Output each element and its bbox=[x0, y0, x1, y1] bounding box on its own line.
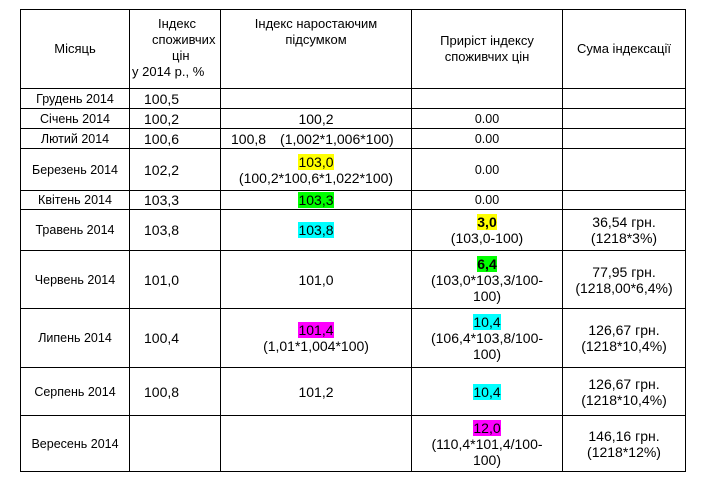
growth-formula-line2: 100) bbox=[472, 287, 502, 304]
header-cpi: Індекс споживчих цін у 2014 р., % bbox=[130, 10, 221, 89]
cell-growth bbox=[412, 89, 563, 109]
table-row bbox=[21, 129, 686, 149]
growth-value-highlight: 10,4 bbox=[473, 314, 501, 330]
sum-formula: (1218*12%) bbox=[587, 443, 661, 460]
growth-formula-line1: (103,0*103,3/100- bbox=[430, 271, 544, 288]
header-cpi-growth: Приріст індексу споживчих цін bbox=[412, 10, 563, 89]
cell-cumulative bbox=[221, 309, 412, 368]
cell-growth bbox=[412, 368, 563, 416]
indexation-table-container bbox=[20, 9, 686, 472]
cell-cumulative bbox=[221, 416, 412, 472]
growth-value-highlight: 3,0 bbox=[477, 214, 497, 230]
cell-cpi: 100,2 bbox=[130, 109, 221, 129]
sum-formula: (1218*3%) bbox=[590, 230, 658, 246]
growth-formula-line2: 100) bbox=[472, 346, 502, 362]
growth-value-highlight: 12,0 bbox=[473, 419, 501, 436]
growth-formula-line2: 100) bbox=[472, 451, 502, 468]
cell-cumulative bbox=[221, 129, 412, 149]
table-row bbox=[21, 251, 686, 309]
cumulative-value-highlight: 103,3 bbox=[298, 192, 334, 208]
indexation-table bbox=[20, 9, 686, 472]
cell-cpi: 100,6 bbox=[130, 129, 221, 149]
cell-sum bbox=[563, 309, 686, 368]
cell-growth: 0.00 bbox=[412, 149, 563, 191]
cell-sum bbox=[563, 129, 686, 149]
header-cumulative-index: Індекс наростаючим підсумком bbox=[221, 10, 412, 89]
table-row bbox=[21, 416, 686, 472]
cell-sum bbox=[563, 368, 686, 416]
cell-growth: 0.00 bbox=[412, 129, 563, 149]
cell-month: Січень 2014 bbox=[21, 109, 130, 129]
cell-cpi: 103,8 bbox=[130, 210, 221, 251]
cell-month: Травень 2014 bbox=[21, 210, 130, 251]
growth-formula: (103,0-100) bbox=[450, 230, 524, 246]
cell-cpi: 100,4 bbox=[130, 309, 221, 368]
cell-cumulative: 101,0 bbox=[221, 251, 412, 309]
sum-formula: (1218*10,4%) bbox=[581, 338, 667, 354]
cell-month: Грудень 2014 bbox=[21, 89, 130, 109]
sum-value: 126,67 грн. bbox=[588, 375, 660, 392]
table-row bbox=[21, 89, 686, 109]
table-row bbox=[21, 149, 686, 191]
table-row bbox=[21, 109, 686, 129]
cell-sum bbox=[563, 191, 686, 210]
cell-month: Липень 2014 bbox=[21, 309, 130, 368]
header-indexation-sum: Сума індексації bbox=[563, 10, 686, 89]
sum-formula: (1218*10,4%) bbox=[581, 391, 667, 408]
cell-cumulative bbox=[221, 89, 412, 109]
cell-sum bbox=[563, 251, 686, 309]
growth-value-highlight: 6,4 bbox=[477, 255, 497, 272]
cell-cpi bbox=[130, 416, 221, 472]
sum-value: 126,67 грн. bbox=[588, 322, 660, 338]
cell-sum bbox=[563, 149, 686, 191]
cell-cumulative: 100,2 bbox=[221, 109, 412, 129]
cumulative-value: 100,8 bbox=[231, 130, 267, 147]
sum-value: 77,95 грн. bbox=[592, 263, 656, 280]
cumulative-formula: (1,01*1,004*100) bbox=[263, 338, 369, 354]
cell-growth: 0.00 bbox=[412, 109, 563, 129]
cell-cpi: 101,0 bbox=[130, 251, 221, 309]
cumulative-formula: (100,2*100,6*1,022*100) bbox=[238, 169, 394, 186]
cell-cpi: 100,8 bbox=[130, 368, 221, 416]
cell-month: Вересень 2014 bbox=[21, 416, 130, 472]
growth-formula-line1: (106,4*103,8/100- bbox=[430, 330, 544, 346]
cell-growth bbox=[412, 210, 563, 251]
sum-formula: (1218,00*6,4%) bbox=[575, 279, 673, 296]
cell-sum bbox=[563, 109, 686, 129]
growth-formula-line1: (110,4*101,4/100- bbox=[431, 435, 543, 452]
cell-month: Червень 2014 bbox=[21, 251, 130, 309]
cell-sum bbox=[563, 89, 686, 109]
cell-growth bbox=[412, 309, 563, 368]
cumulative-value-highlight: 103,0 bbox=[298, 153, 334, 170]
cell-month: Березень 2014 bbox=[21, 149, 130, 191]
growth-value-highlight: 10,4 bbox=[473, 383, 501, 400]
table-row bbox=[21, 210, 686, 251]
table-row bbox=[21, 191, 686, 210]
header-month: Місяць bbox=[21, 10, 130, 89]
cell-cpi: 102,2 bbox=[130, 149, 221, 191]
cell-growth bbox=[412, 416, 563, 472]
cell-sum bbox=[563, 210, 686, 251]
header-row bbox=[21, 10, 686, 89]
sum-value: 146,16 грн. bbox=[588, 427, 660, 444]
cumulative-value-highlight: 103,8 bbox=[298, 222, 334, 238]
cell-cumulative bbox=[221, 191, 412, 210]
cumulative-formula: (1,002*1,006*100) bbox=[280, 130, 394, 147]
cell-sum bbox=[563, 416, 686, 472]
cell-growth: 0.00 bbox=[412, 191, 563, 210]
cell-month: Лютий 2014 bbox=[21, 129, 130, 149]
table-row bbox=[21, 309, 686, 368]
cell-month: Серпень 2014 bbox=[21, 368, 130, 416]
cell-month: Квітень 2014 bbox=[21, 191, 130, 210]
cell-cumulative: 101,2 bbox=[221, 368, 412, 416]
table-row bbox=[21, 368, 686, 416]
cell-cpi: 103,3 bbox=[130, 191, 221, 210]
sum-value: 36,54 грн. bbox=[592, 214, 656, 230]
cell-cpi: 100,5 bbox=[130, 89, 221, 109]
cell-cumulative bbox=[221, 149, 412, 191]
cumulative-value-highlight: 101,4 bbox=[298, 322, 334, 338]
cell-cumulative bbox=[221, 210, 412, 251]
cell-growth bbox=[412, 251, 563, 309]
